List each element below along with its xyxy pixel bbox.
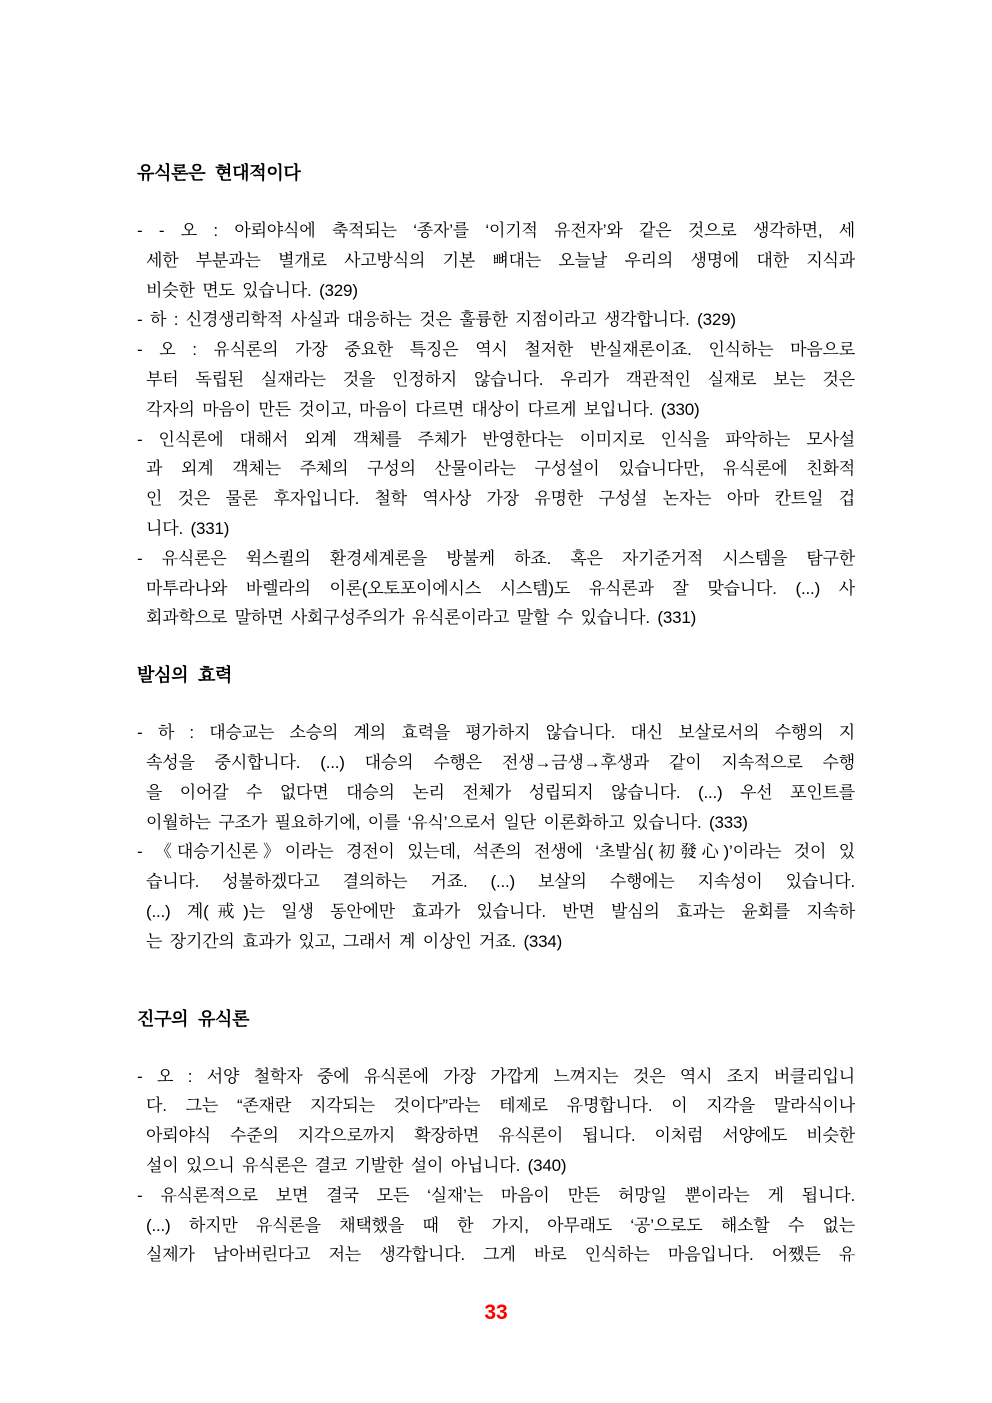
section-yusikron-modern bbox=[137, 161, 855, 633]
section-heading: 유식론은 현대적이다 bbox=[137, 163, 301, 183]
list-item bbox=[137, 335, 855, 424]
list-item bbox=[137, 1062, 855, 1181]
text-line: 실제가 남아버린다고 저는 생각합니다. 그게 바로 인식하는 마음입니다. 어쨌든 유 bbox=[146, 1245, 855, 1265]
text-line: (...) 하지만 유식론을 채택했을 때 한 가지, 아무래도 ‘공’으로도 해소할 수 없는 bbox=[146, 1215, 855, 1235]
text-line: 설이 있으니 유식론은 결코 기발한 설이 아닙니다. (340) bbox=[146, 1155, 567, 1175]
text-line: - 《대승기신론》이라는 경전이 있는데, 석존의 전생에 ‘초발심(初發心)’이라는 것이 있 bbox=[137, 842, 855, 862]
list-item bbox=[137, 837, 855, 956]
text-line: 을 이어갈 수 없다면 대승의 논리 전체가 성립되지 않습니다. (...) 우선 포인트를 bbox=[146, 782, 855, 802]
list-item bbox=[137, 425, 855, 544]
text-line: - 유식론적으로 보면 결국 모든 ‘실재’는 마음이 만든 허망일 뿐이라는 게 됩니다. bbox=[137, 1185, 855, 1205]
text-line: 니다. (331) bbox=[146, 518, 230, 538]
text-line: 는 장기간의 효과가 있고, 그래서 계 이상인 거죠. (334) bbox=[146, 931, 563, 951]
list-item bbox=[137, 544, 855, 633]
text-line: 마투라나와 바렐라의 이론(오토포이에시스 시스템)도 유식론과 잘 맞습니다. (...) 사 bbox=[146, 578, 855, 598]
text-line: - - 오 : 아뢰야식에 축적되는 ‘종자’를 ‘이기적 유전자’와 같은 것으로 생각하면, 세 bbox=[137, 221, 855, 240]
text-line: 비슷한 면도 있습니다. (329) bbox=[146, 280, 358, 300]
text-line: 회과학으로 말하면 사회구성주의가 유식론이라고 말할 수 있습니다. (331) bbox=[146, 608, 697, 628]
list-item bbox=[137, 718, 855, 837]
text-line: 습니다. 성불하겠다고 결의하는 거죠. (...) 보살의 수행에는 지속성이 있습니다. bbox=[146, 872, 855, 892]
text-line: - 오 : 유식론의 가장 중요한 특징은 역시 철저한 반실재론이죠. 인식하는 마음으로 bbox=[137, 340, 855, 360]
text-line: 다. 그는 “존재란 지각되는 것이다”라는 테제로 유명합니다. 이 지각을 말라식이나 bbox=[146, 1096, 855, 1116]
text-line: 아뢰야식 수준의 지각으로까지 확장하면 유식론이 됩니다. 이처럼 서양에도 비슷한 bbox=[146, 1126, 855, 1146]
text-line: 속성을 중시합니다. (...) 대승의 수행은 전생→금생→후생과 같이 지속적으로 수행 bbox=[146, 752, 855, 772]
text-line: - 하 : 신경생리학적 사실과 대응하는 것은 훌륭한 지점이라고 생각합니다. (329) bbox=[137, 310, 736, 330]
text-line: - 하 : 대승교는 소승의 계의 효력을 평가하지 않습니다. 대신 보살로서의 수행의 지 bbox=[137, 723, 855, 743]
text-line: - 유식론은 윅스퀼의 환경세계론을 방불케 하죠. 혹은 자기준거적 시스템을 탐구한 bbox=[137, 548, 855, 568]
bullet-list bbox=[137, 216, 855, 633]
text-line: 과 외계 객체는 주체의 구성의 산물이라는 구성설이 있습니다만, 유식론에 친화적 bbox=[146, 459, 855, 479]
text-line: 부터 독립된 실재라는 것을 인정하지 않습니다. 우리가 객관적인 실재로 보는 것은 bbox=[146, 369, 855, 389]
page-number: 33 bbox=[484, 1301, 508, 1324]
list-item bbox=[137, 216, 855, 305]
text-line: - 오 : 서양 철학자 중에 유식론에 가장 가깝게 느껴지는 것은 역시 조지 버클리입니 bbox=[137, 1066, 855, 1086]
section-heading: 진구의 유식론 bbox=[137, 1008, 250, 1029]
document-content bbox=[137, 0, 855, 1270]
section-heading: 발심의 효력 bbox=[137, 665, 233, 686]
section-jingu-yusikron bbox=[137, 1007, 855, 1271]
text-line: - 인식론에 대해서 외계 객체를 주체가 반영한다는 이미지로 인식을 파악하는 모사설 bbox=[137, 429, 855, 449]
text-line: 이월하는 구조가 필요하기에, 이를 ‘유식’으로서 일단 이론화하고 있습니다. (333) bbox=[146, 812, 748, 832]
text-line: (...) 계(戒)는 일생 동안에만 효과가 있습니다. 반면 발심의 효과는 윤회를 지속하 bbox=[146, 901, 855, 921]
list-item bbox=[137, 1181, 855, 1270]
section-balsim-effect bbox=[137, 663, 855, 956]
text-line: 인 것은 물론 후자입니다. 철학 역사상 가장 유명한 구성설 논자는 아마 칸트일 겁 bbox=[146, 489, 855, 509]
bullet-list bbox=[137, 718, 855, 956]
text-line: 각자의 마음이 만든 것이고, 마음이 다르면 대상이 다르게 보입니다. (330) bbox=[146, 399, 700, 419]
text-line: 세한 부분과는 별개로 사고방식의 기본 뼈대는 오늘날 우리의 생명에 대한 지식과 bbox=[146, 250, 855, 270]
bullet-list bbox=[137, 1062, 855, 1271]
list-item bbox=[137, 305, 855, 335]
